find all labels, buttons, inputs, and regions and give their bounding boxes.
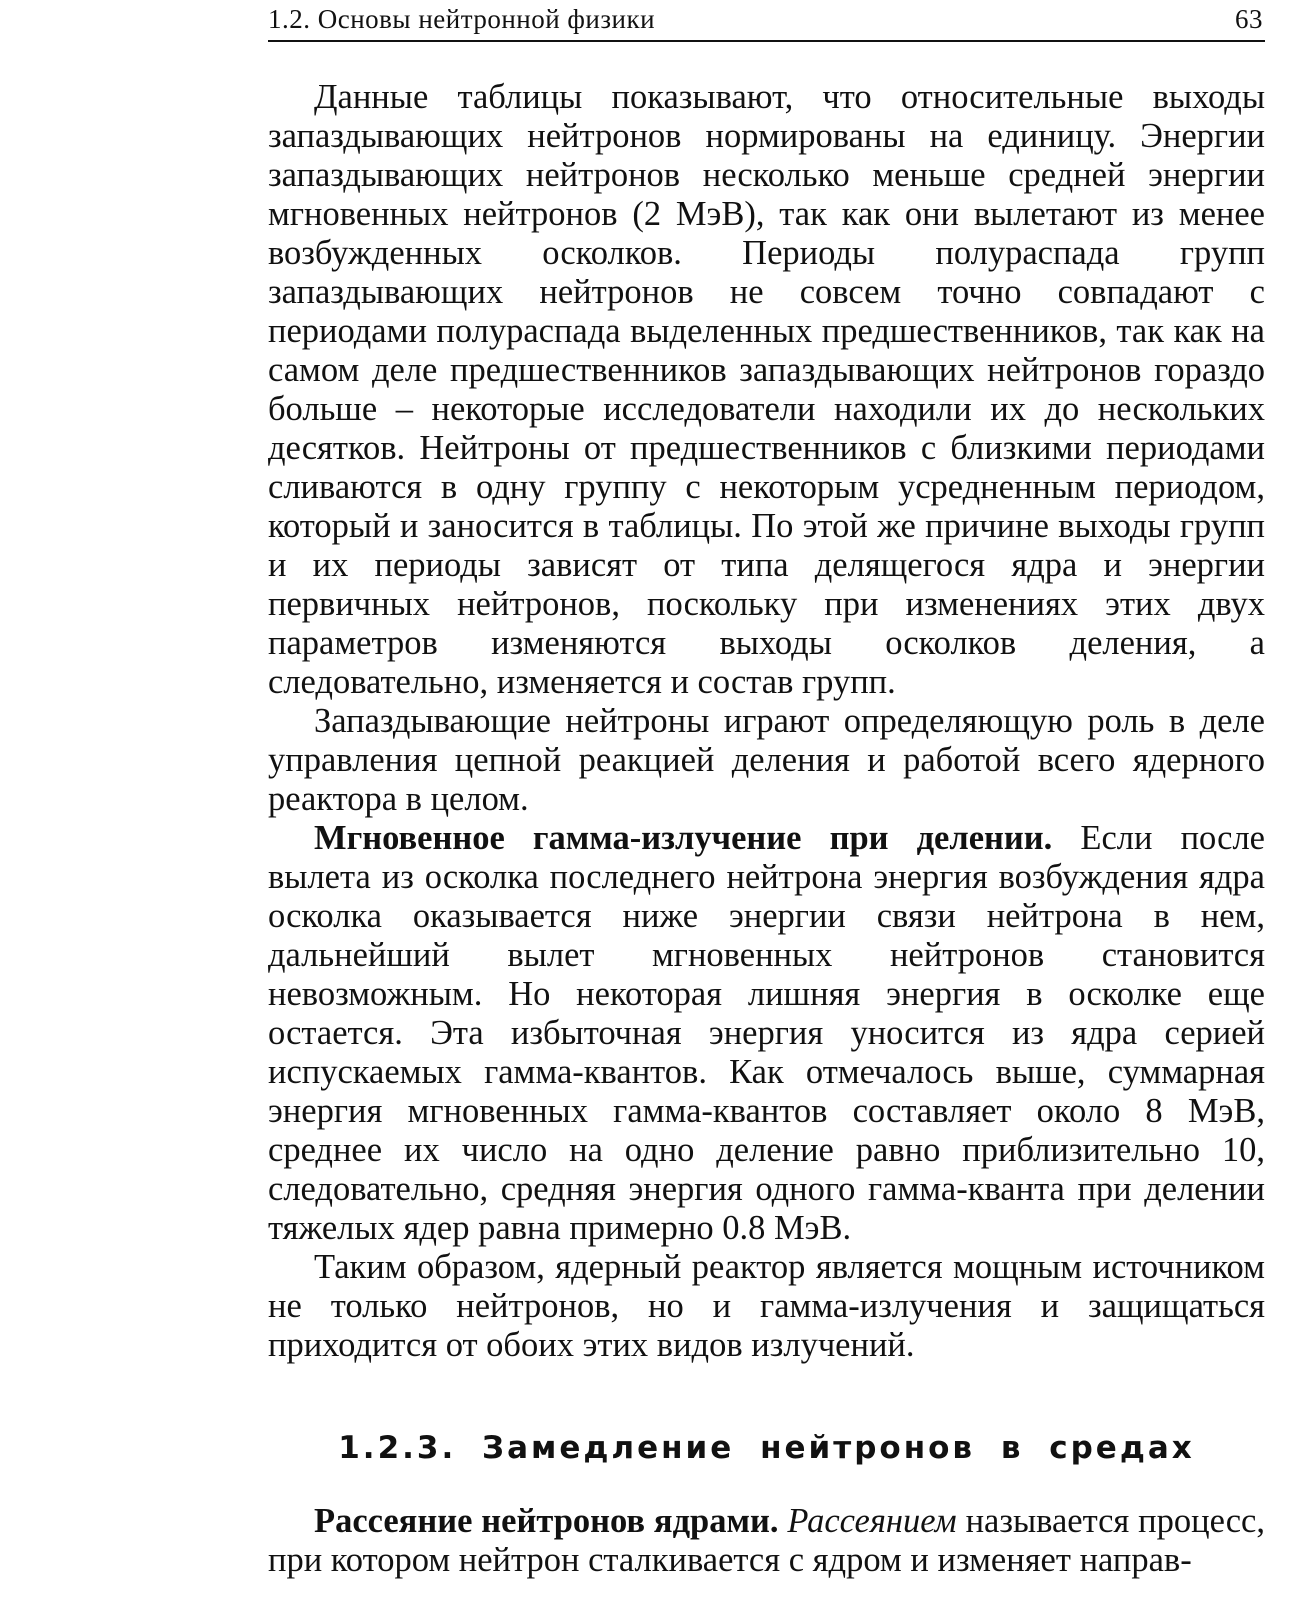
paragraph-prompt-gamma (268, 819, 1265, 1248)
run-in-heading-prompt-gamma: Мгновенное гамма-излучение при делении. (314, 819, 1053, 857)
paragraph-text: называется процесс, при котором нейтрон сталкивается с ядром и изменяет направ- (268, 1502, 1265, 1579)
paragraph-neutron-scattering (268, 1502, 1265, 1580)
run-in-heading-scattering: Рассеяние нейтронов ядрами. (314, 1502, 779, 1540)
running-title: 1.2. Основы нейтронной физики (268, 4, 656, 34)
paragraph-delayed-neutron-role (268, 702, 1265, 819)
book-page (268, 0, 1265, 1580)
body-text (268, 78, 1265, 1580)
paragraph-text: Если после вылета из осколка последнего нейтрона энергия возбуждения ядра осколка оказывается ниже энергии связи нейтрона в нем, дальнейший вылет мгновенных нейтронов становится невозможным. Но некоторая лишняя энергия в осколке еще остается. Эта избыточная энергия уносится из ядра серией испускаемых гамма-квантов. Как отмечалось выше, суммарная энергия мгновенных гамма-квантов составляет около 8 МэВ, среднее их число на одно деление равно приблизительно 10, следовательно, средняя энергия одного гамма-кванта при делении тяжелых ядер равна примерно 0.8 МэВ. (268, 819, 1265, 1247)
paragraph-reactor-source (268, 1248, 1265, 1365)
section-heading: 1.2.3. Замедление нейтронов в средах (338, 1430, 1195, 1466)
paragraph-text: Таким образом, ядерный реактор является мощным источником не только нейтронов, но и гамма-излучения и защищаться приходится от обоих этих видов излучений. (268, 1248, 1265, 1364)
paragraph-text: Данные таблицы показывают, что относительные выходы запаздывающих нейтронов нормированы на единицу. Энергии запаздывающих нейтронов несколько меньше средней энергии мгновенных нейтронов (2 МэВ), так как они вылетают из менее возбужденных осколков. Периоды полураспада групп запаздывающих нейтронов не совсем точно совпадают с периодами полураспада выделенных предшественников, так как на самом деле предшественников запаздывающих нейтронов гораздо больше – некоторые исследователи находили их до нескольких десятков. Нейтроны от предшественников с близкими периодами сливаются в одну группу с некоторым усредненным периодом, который и заносится в таблицы. По этой же причине выходы групп и их периоды зависят от типа делящегося ядра и энергии первичных нейтронов, поскольку при изменениях этих двух параметров изменяются выходы осколков деления, а следовательно, изменяется и состав групп. (268, 78, 1265, 701)
paragraph-delayed-neutron-data (268, 78, 1265, 702)
italic-term-scattering: Рассеянием (787, 1502, 957, 1540)
running-head (268, 0, 1265, 42)
paragraph-text: Запаздывающие нейтроны играют определяющую роль в деле управления цепной реакцией деления и работой всего ядерного реактора в целом. (268, 702, 1265, 818)
page-number: 63 (1235, 4, 1263, 34)
